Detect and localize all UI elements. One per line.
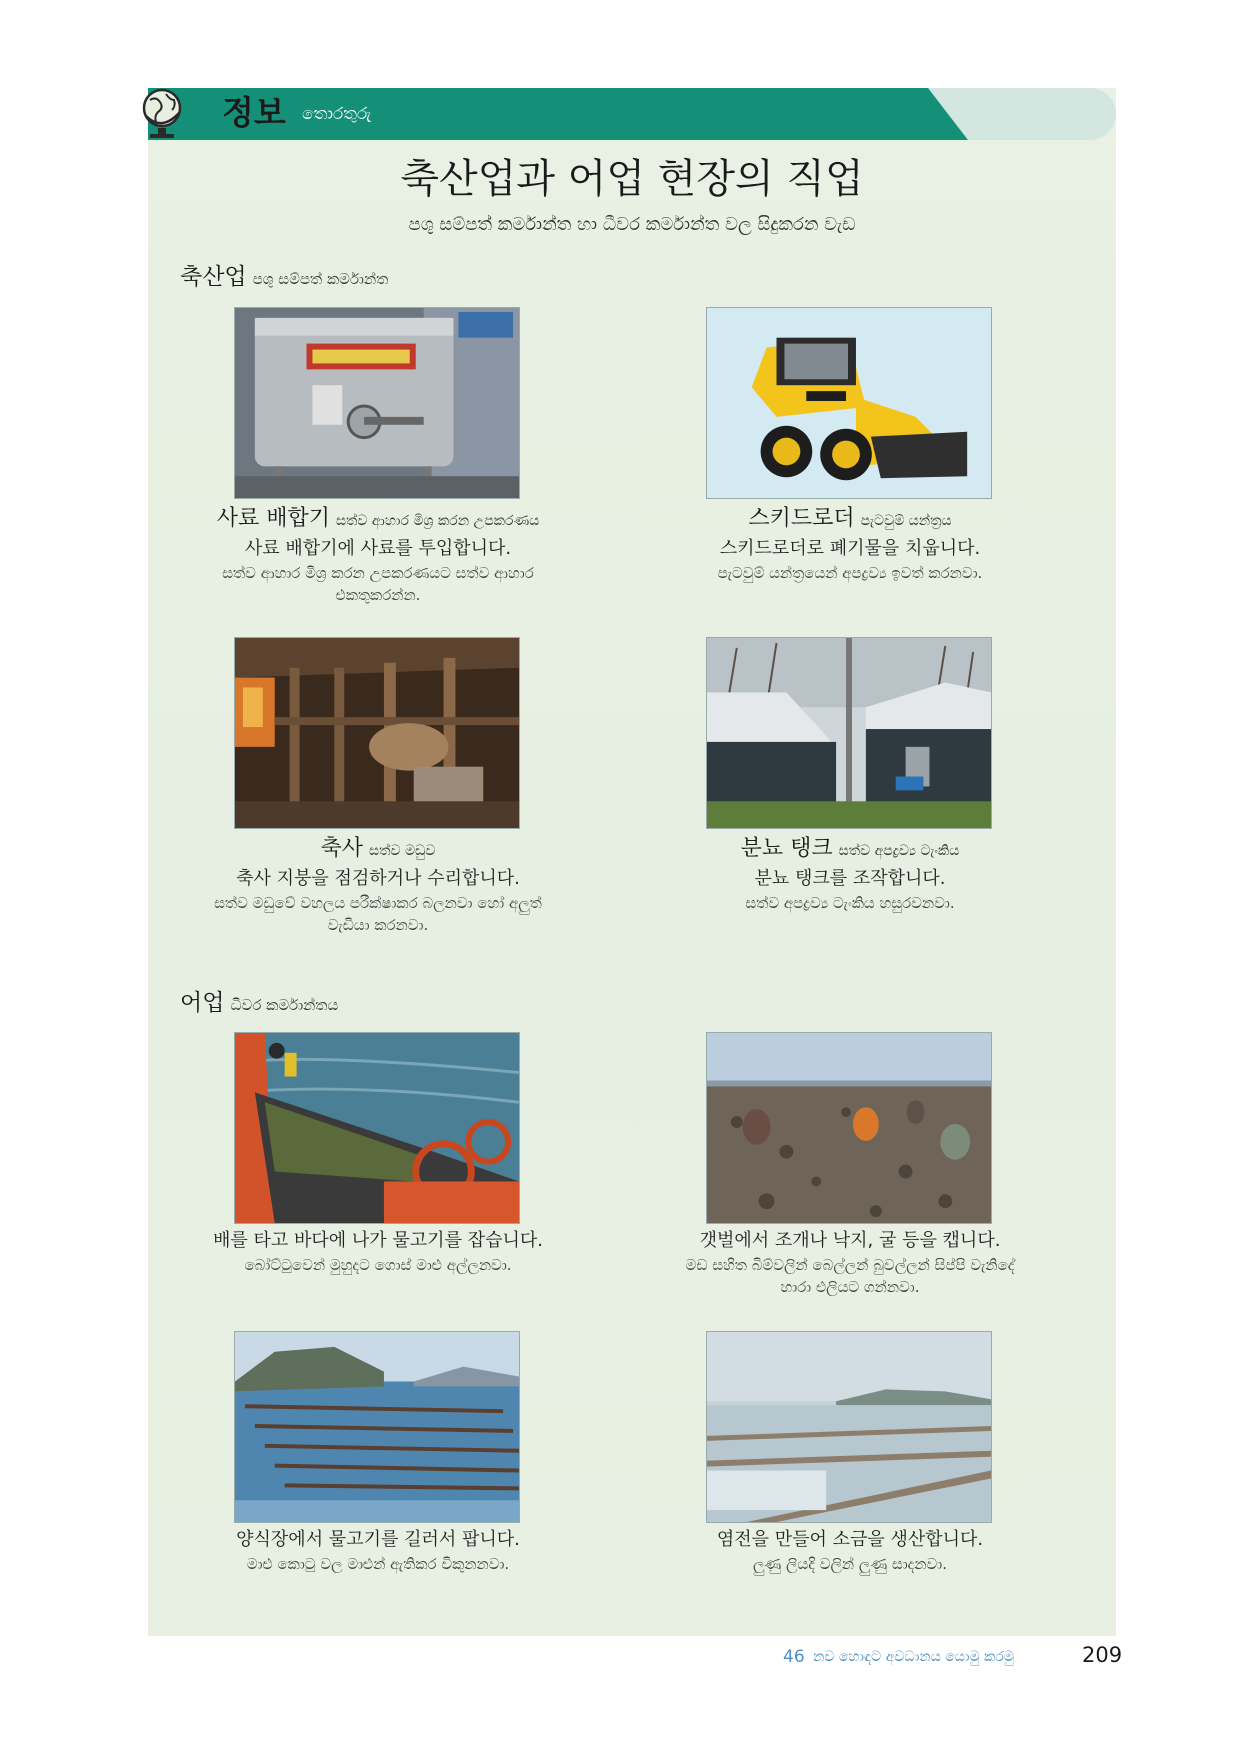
caption-text-ko: 염전을 만들어 소금을 생산합니다. [716,1529,984,1550]
fish-farm-caption [138,1527,618,1575]
manure-tank-photo [706,637,992,829]
barn-caption [138,834,618,936]
caption-title-ko: 스키드로더 [748,506,855,531]
globe-icon [140,86,188,142]
barn-photo [234,637,520,829]
skid-loader-caption [610,504,1090,584]
section-title-si: ධීවර කර්මාන්තය [230,996,339,1014]
salt-farm-photo [706,1331,992,1523]
section-heading-livestock [180,260,388,296]
caption-text-ko: 스키드로더로 폐기물을 치웁니다. [719,538,981,559]
caption-title-si: සත්ව අපද්‍රව්‍ය ටැංකිය [838,843,960,859]
page-title: 축산업과 어업 현장의 직업 [400,156,864,202]
manure-tank-caption [610,834,1090,914]
section-title-si: පශු සම්පත් කර්මාන්ත [252,270,389,288]
feed-mixer-caption [138,504,618,606]
caption-text-si: පැටවුම් යන්ත්‍රයෙන් අපද්‍රව්‍ය ඉවත් කරනවා. [717,564,983,582]
header-label-si: තොරතුරු [302,104,372,124]
caption-text-si: සත්ව මඩුවේ වහලය පරීක්ෂාකර බලනවා හෝ අලුත් වැඩියා කරනවා. [214,894,542,934]
page-number: 209 [1082,1643,1123,1667]
caption-title-ko: 축사 [320,836,364,861]
feed-mixer-photo [234,307,520,499]
caption-text-si: ලුණු ලියදි වලින් ලුණු සාදනවා. [752,1555,947,1573]
fishing-boat-caption [138,1228,618,1276]
section-title: 어업 [180,990,225,1016]
skid-loader-photo [706,307,992,499]
caption-text-ko: 배를 타고 바다에 나가 물고기를 잡습니다. [213,1230,543,1251]
header-label: 정보 [222,93,286,132]
section-title: 축산업 [180,264,247,290]
caption-title [138,834,618,866]
caption-title-si: පැටවුම් යන්ත්‍රය [860,513,952,529]
chapter-number: 46 [783,1647,805,1667]
caption-title-ko: 분뇨 탱크 [740,836,833,861]
caption-text-ko: 양식장에서 물고기를 길러서 팝니다. [236,1529,520,1550]
caption-text-si: සත්ව ආහාර මිශ්‍ර කරන උපකරණයට සත්ව ආහාර එකතුකරන්න. [222,564,534,604]
caption-title-ko: 사료 배합기 [216,506,330,531]
caption-title-si: සත්ව ආහාර මිශ්‍ර කරන උපකරණය [335,513,540,529]
caption-text-si: බෝට්ටුවෙන් මුහුදට ගොස් මාළු අල්ලනවා. [244,1256,512,1274]
caption-text-si: මාළු කොටු වල මාළුන් ඇතිකර විකුනනවා. [246,1555,510,1573]
caption-text-ko: 갯벌에서 조개나 낙지, 굴 등을 캡니다. [699,1230,1001,1251]
caption-title [610,504,1090,536]
caption-text-si: සත්ව අපද්‍රව්‍ය ටැංකිය හසුරවනවා. [745,894,955,912]
salt-farm-caption [610,1527,1090,1575]
caption-title-si: සත්ව මඩුව [369,843,436,859]
fish-farm-photo [234,1331,520,1523]
caption-title [610,834,1090,866]
tidal-flat-caption [610,1228,1090,1298]
caption-text-ko: 분뇨 탱크를 조작합니다. [754,868,946,889]
tidal-flat-photo [706,1032,992,1224]
fishing-boat-photo [234,1032,520,1224]
caption-text-si: මඩ සහිත බිම්වලින් බෙල්ලන් බුවල්ලන් සිප්පි වැනිදේ හාරා එලියට ගන්නවා. [685,1256,1015,1296]
section-heading-fishery [180,986,338,1022]
caption-title [138,504,618,536]
caption-text-ko: 사료 배합기에 사료를 투입합니다. [244,538,512,559]
chapter-title: නව හොඳට අවධානය යොමු කරමු [813,1649,1014,1665]
caption-text-ko: 축사 지붕을 점검하거나 수리합니다. [236,868,520,889]
page-subtitle: පශු සම්පත් කර්මාන්ත හා ධීවර කර්මාන්ත වල සිදුකරන වැඩ [408,214,856,235]
